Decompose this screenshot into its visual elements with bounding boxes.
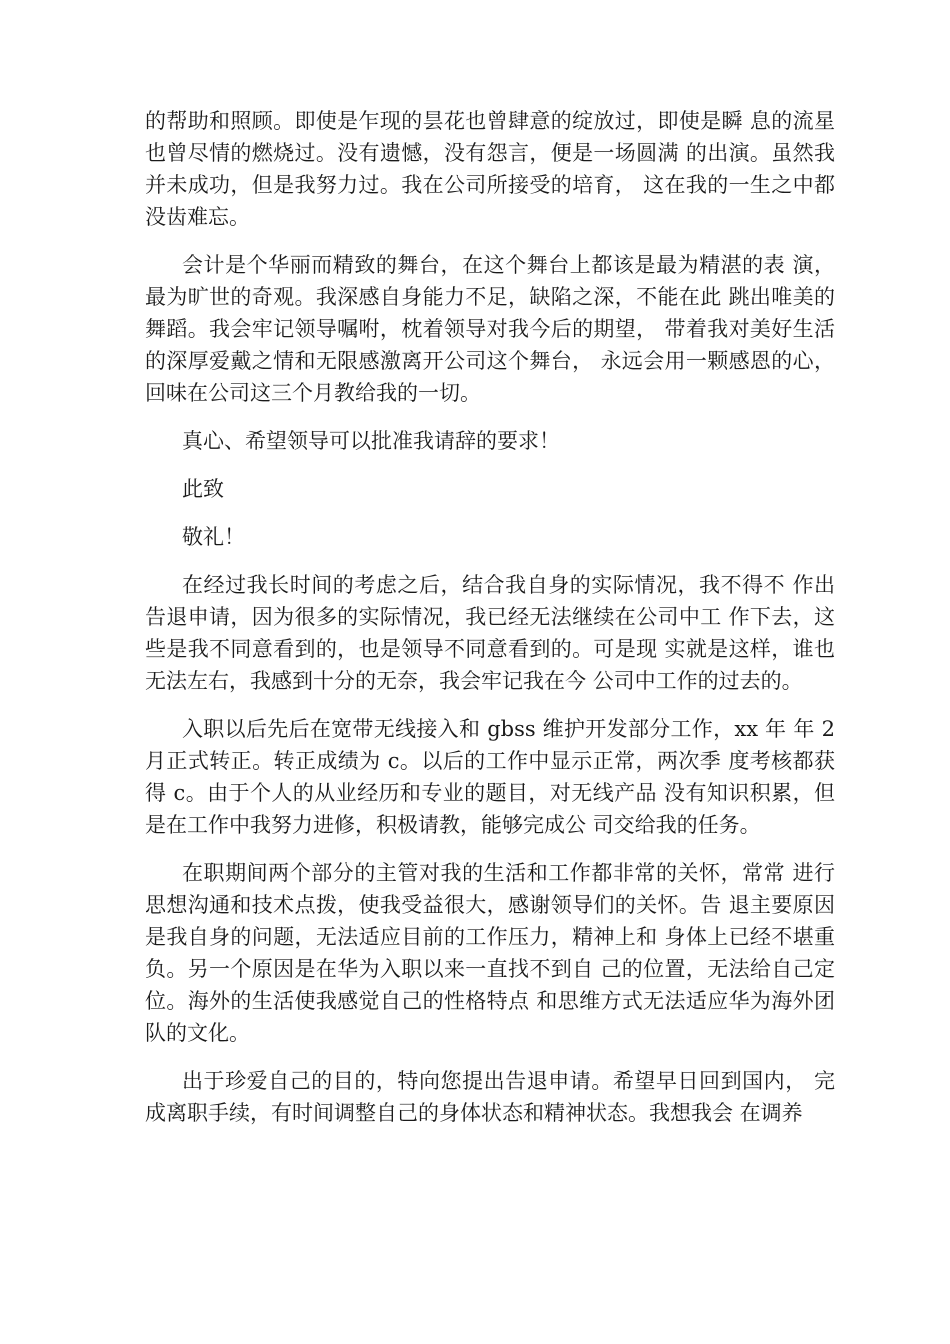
document-body	[145, 105, 835, 1145]
closing-regards: 敬礼！	[182, 525, 245, 549]
paragraph-request: 真心、希望领导可以批准我请辞的要求！	[182, 429, 560, 453]
paragraph-work-history: 入职以后先后在宽带无线接入和 gbss 维护开发部分工作，xx 年 年 2 月正式转正。转正成绩为 c。以后的工作中显示正常，两次季 度考核都获得 c。由于个人的从业经历和专业的题目，对无线产品 没有知识积累，但是在工作中我努力进修，积极请教，能够完成公 司交给我的任务。	[145, 717, 835, 837]
paragraph-continuation: 的帮助和照顾。即使是乍现的昙花也曾肆意的绽放过，即使是瞬 息的流星也曾尽情的燃烧过。没有遗憾，没有怨言，便是一场圆满 的出演。虽然我并未成功，但是我努力过。我在公司所接受的培育， 这在我的一生之中都没齿难忘。	[145, 109, 835, 229]
paragraph-supervisors: 在职期间两个部分的主管对我的生活和工作都非常的关怀，常常 进行思想沟通和技术点拨，使我受益很大，感谢领导们的关怀。告 退主要原因是我自身的问题，无法适应目前的工作压力，精神上和 身体上已经不堪重负。另一个原因是在华为入职以来一直找不到自 己的位置，无法给自己定位。海外的生活使我感觉自己的性格特点 和思维方式无法适应华为海外团队的文化。	[145, 861, 835, 1045]
paragraph-final-request: 出于珍爱自己的目的，特向您提出告退申请。希望早日回到国内， 完成离职手续，有时间调整自己的身体状态和精神状态。我想我会 在调养	[145, 1069, 835, 1125]
paragraph-accounting-stage: 会计是个华丽而精致的舞台，在这个舞台上都该是最为精湛的表 演，最为旷世的奇观。我深感自身能力不足，缺陷之深，不能在此 跳出唯美的舞蹈。我会牢记领导嘱咐，枕着领导对我今后的期望， 带着我对美好生活的深厚爱戴之情和无限感激离开公司这个舞台， 永远会用一颗感恩的心，回味在公司这三个月教给我的一切。	[145, 253, 835, 405]
closing-salutation: 此致	[182, 477, 224, 501]
paragraph-resignation-reason: 在经过我长时间的考虑之后，结合我自身的实际情况，我不得不 作出告退申请，因为很多的实际情况，我已经无法继续在公司中工 作下去，这些是我不同意看到的，也是领导不同意看到的。可是现 实就是这样，谁也无法左右，我感到十分的无奈，我会牢记我在今 公司中工作的过去的。	[145, 573, 835, 693]
